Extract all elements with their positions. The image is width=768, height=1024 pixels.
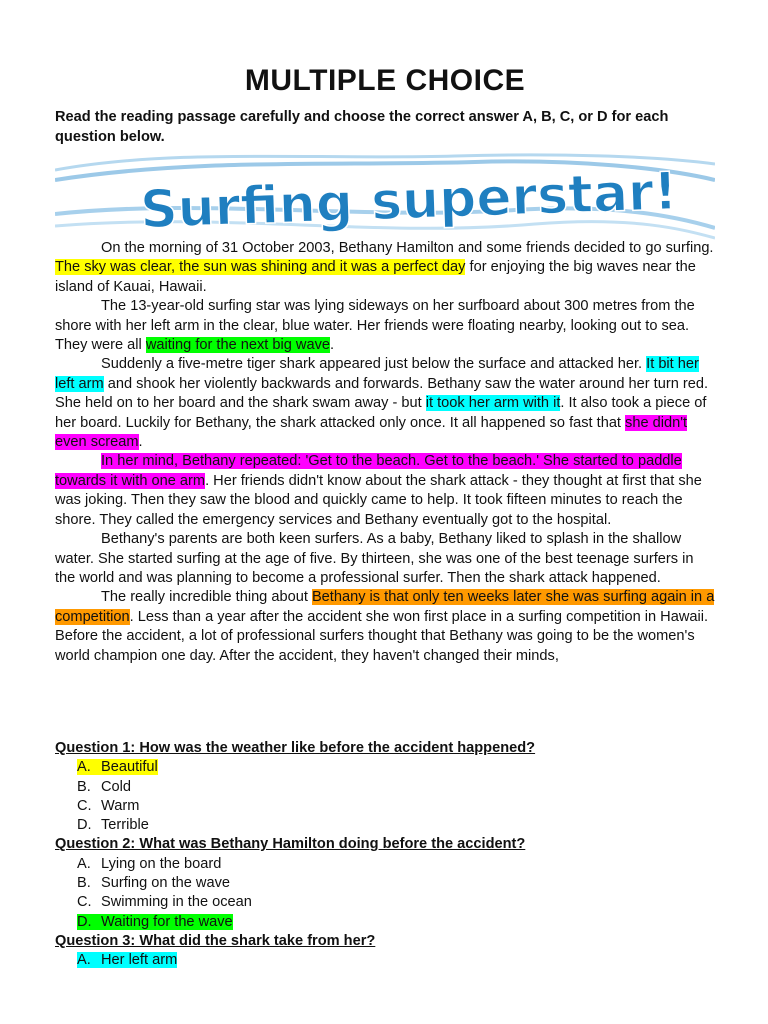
option-letter: B. [77,875,91,892]
highlighted-text: waiting for the next big wave [145,337,330,354]
page-title: MULTIPLE CHOICE [244,64,526,97]
passage-text: Suddenly a five-metre tiger shark appeared just below the surface and attacked her. [101,356,647,373]
answer-content [77,798,139,814]
passage-text: The really incredible thing about [101,589,312,606]
answer-options [55,951,715,970]
passage-text: for enjoying the big waves near the island of Kauai, Hawaii. [55,259,696,295]
highlighted-text: she didn't even scream [55,414,688,451]
answer-options [55,855,715,932]
highlighted-text: Bethany is that only ten weeks later she was surfing again in a competition [55,589,715,625]
option-letter: B. [77,778,91,795]
passage-text: . Her friends didn't know about the shark attack - they thought at first that she was joking. Then they saw the blood and quickly came to help. It took fifteen minutes to reach the shore. They called the emergency services and Bethany eventually got to the hospital. [55,472,702,528]
passage-text: The 13-year-old surfing star was lying sideways on her surfboard about 300 metres from the shore with her left arm in the clear, blue water. Her friends were floating nearby, looking out to sea. They were all [55,298,695,354]
questions-section [55,739,715,971]
passage-paragraph [55,452,715,530]
option-letter: D. [77,817,92,834]
highlighted-text: The sky was clear, the sun was shining and it was a perfect day [55,259,466,276]
passage-paragraph [55,239,715,297]
passage-text: . Less than a year after the accident she won first place in a surfing competition in Hawaii. Before the accident, a lot of professional surfers thought that Bethany was going to be the women's world champion one day. After the accident, they haven't changed their minds, [55,608,709,664]
passage-paragraph [55,530,715,588]
passage-text: . It also took a piece of her board. Luckily for Bethany, the shark attacked only once. It all happened so fast that [55,395,707,431]
option-text: Warm [101,797,140,814]
passage-text: and shook her violently backwards and forwards. Bethany saw the water around her turn red. She held on to her board and the shark swam away - but [55,375,709,412]
answer-option [55,778,715,797]
option-letter: C. [77,797,92,814]
answer-option [55,758,715,777]
answer-options [55,758,715,835]
answer-option [55,797,715,816]
passage-text: Bethany's parents are both keen surfers. As a baby, Bethany liked to splash in the shallow water. She started surfing at the age of five. By thirteen, she was one of the best teenage surfers in the world and was planning to become a professional surfer. Then the shark attack happened. [55,531,694,586]
answer-content [77,779,131,795]
option-text: Waiting for the wave [101,913,233,930]
option-text: Her left arm [101,952,178,969]
option-text: Beautiful [101,759,158,776]
answer-content [77,856,221,872]
answer-option [55,816,715,835]
answer-content [77,894,252,910]
answer-option [55,951,715,970]
answer-option [55,893,715,912]
answer-option [55,855,715,874]
question-title: Question 2: What was Bethany Hamilton doing before the accident? [55,836,526,853]
option-letter: A. [77,759,91,776]
answer-option [55,913,715,932]
highlighted-answer [77,952,177,968]
option-text: Lying on the board [101,855,222,872]
question-title: Question 1: How was the weather like before the accident happened? [55,740,536,756]
highlighted-text: it took her arm with it [425,395,561,412]
passage-paragraph [55,355,715,452]
highlighted-answer [77,759,158,775]
passage-paragraph [55,588,715,666]
option-text: Swimming in the ocean [101,894,252,911]
answer-content [77,875,230,891]
surfing-superstar-banner [55,150,715,242]
instructions: Read the reading passage carefully and choose the correct answer A, B, C, or D for each question below. [55,109,669,145]
banner-title: Surfing superstar! [139,161,679,241]
highlighted-answer [77,914,233,930]
option-letter: C. [77,894,92,911]
option-letter: A. [77,855,91,872]
reading-passage [55,239,715,666]
highlighted-text: In her mind, Bethany repeated: 'Get to the beach. Get to the beach.' She started to paddle towards it with one arm [55,453,682,489]
option-text: Surfing on the wave [101,875,230,892]
option-text: Cold [101,778,132,795]
passage-paragraph [55,297,715,355]
question-title: Question 3: What did the shark take from her? [55,932,376,949]
answer-content [77,817,149,833]
option-text: Terrible [101,817,149,834]
highlighted-text: It bit her left arm [55,356,699,392]
option-letter: A. [77,952,91,969]
passage-text: On the morning of 31 October 2003, Bethany Hamilton and some friends decided to go surfing. [101,240,714,256]
passage-text: . [330,337,335,354]
answer-option [55,874,715,893]
passage-text: . [138,434,143,451]
option-letter: D. [77,913,92,930]
